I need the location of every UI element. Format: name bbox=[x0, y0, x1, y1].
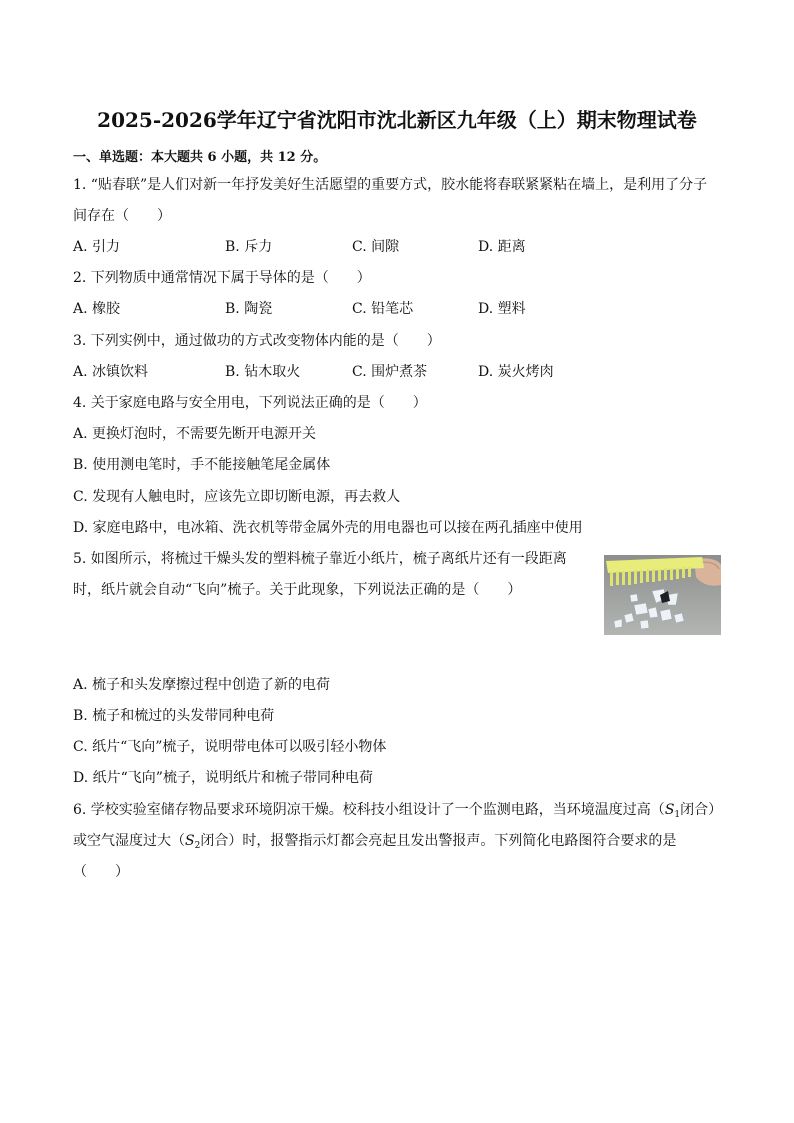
q5-option-b: B. 梳子和梳过的头发带同种电荷 bbox=[73, 708, 275, 724]
q2-option-b: B. 陶瓷 bbox=[225, 301, 273, 317]
q3-stem: 3. 下列实例中，通过做功的方式改变物体内能的是（ ） bbox=[73, 333, 441, 349]
q3-option-d: D. 炭火烤肉 bbox=[478, 364, 554, 380]
q6-stem-line1 bbox=[73, 801, 722, 824]
q5-option-d: D. 纸片“飞向”梳子，说明纸片和梳子带同种电荷 bbox=[73, 770, 373, 786]
q6-line1-text: 6. 学校实验室储存物品要求环境阴凉干燥。校科技小组设计了一个监测电路，当环境温度过高（ bbox=[73, 802, 665, 818]
q6-line1-tail: 闭合） bbox=[680, 802, 723, 818]
q6-line2-tail: 闭合）时，报警指示灯都会亮起且发出警报声。下列简化电路图符合要求的是 bbox=[200, 833, 677, 849]
q1-option-d: D. 距离 bbox=[478, 239, 526, 255]
q4-option-b: B. 使用测电笔时，手不能接触笔尾金属体 bbox=[73, 457, 331, 473]
q4-option-c: C. 发现有人触电时，应该先立即切断电源，再去救人 bbox=[73, 489, 401, 505]
q4-option-d: D. 家庭电路中，电冰箱、洗衣机等带金属外壳的用电器也可以接在两孔插座中使用 bbox=[73, 520, 583, 536]
q5-stem-line1: 5. 如图所示，将梳过干燥头发的塑料梳子靠近小纸片，梳子离纸片还有一段距离 bbox=[73, 551, 567, 567]
switch-s1-subscript: 1 bbox=[674, 810, 681, 820]
q2-option-c: C. 铅笔芯 bbox=[352, 301, 414, 317]
q6-stem-line2 bbox=[73, 832, 676, 855]
q6-line2-text: 或空气湿度过大（ bbox=[73, 833, 185, 849]
q3-option-c: C. 围炉煮茶 bbox=[352, 364, 428, 380]
q2-stem: 2. 下列物质中通常情况下属于导体的是（ ） bbox=[73, 270, 371, 286]
switch-s2-symbol: S bbox=[185, 833, 195, 849]
page-title: 2025-2026学年辽宁省沈阳市沈北新区九年级（上）期末物理试卷 bbox=[97, 108, 697, 132]
q4-option-a: A. 更换灯泡时，不需要先断开电源开关 bbox=[73, 426, 317, 442]
q1-option-c: C. 间隙 bbox=[352, 239, 400, 255]
q5-stem-line2: 时，纸片就会自动“飞向”梳子。关于此现象，下列说法正确的是（ ） bbox=[73, 582, 522, 598]
q3-option-b: B. 钻木取火 bbox=[225, 364, 301, 380]
switch-s1-symbol: S bbox=[664, 802, 675, 818]
switch-s2-subscript: 2 bbox=[194, 841, 201, 851]
q1-stem-line1: 1. “贴春联”是人们对新一年抒发美好生活愿望的重要方式，胶水能将春联紧紧粘在墙上，是利用了分子 bbox=[73, 177, 708, 193]
q3-option-a: A. 冰镇饮料 bbox=[73, 364, 149, 380]
comb-paper-photo bbox=[604, 555, 721, 635]
q5-option-c: C. 纸片“飞向”梳子，说明带电体可以吸引轻小物体 bbox=[73, 739, 387, 755]
q1-option-b: B. 斥力 bbox=[225, 239, 273, 255]
q5-option-a: A. 梳子和头发摩擦过程中创造了新的电荷 bbox=[73, 677, 331, 693]
q4-stem: 4. 关于家庭电路与安全用电，下列说法正确的是（ ） bbox=[73, 395, 427, 411]
q1-option-a: A. 引力 bbox=[73, 239, 121, 255]
section-heading: 一、单选题：本大题共 6 小题，共 12 分。 bbox=[73, 150, 327, 165]
q1-stem-line2: 间存在（ ） bbox=[73, 208, 171, 224]
q2-option-d: D. 塑料 bbox=[478, 301, 526, 317]
q2-option-a: A. 橡胶 bbox=[73, 301, 121, 317]
q6-stem-line3: （ ） bbox=[73, 864, 129, 880]
